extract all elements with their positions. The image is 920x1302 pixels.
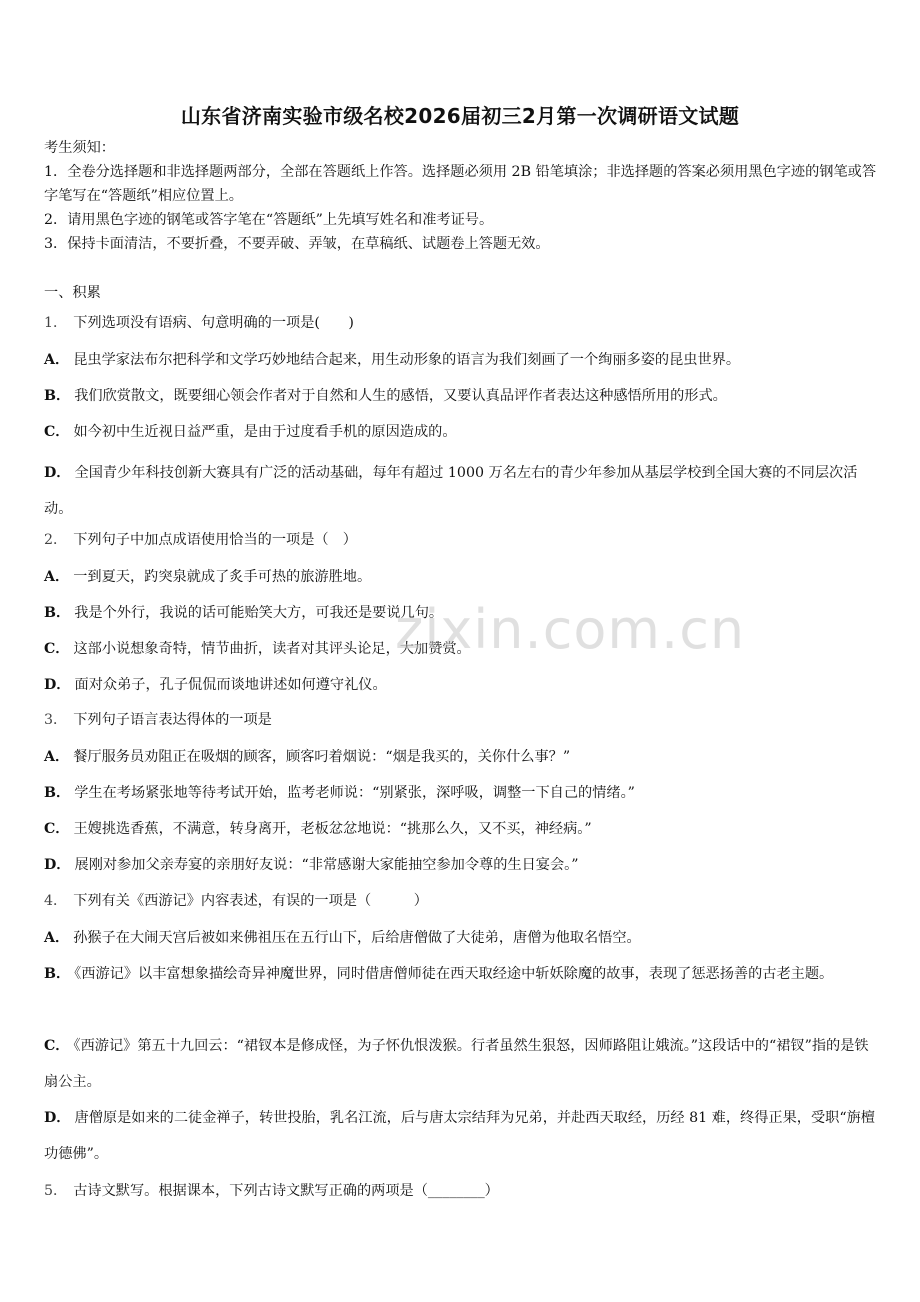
option-text: 展刚对参加父亲寿宴的亲朋好友说：“非常感谢大家能抽空参加令尊的生日宴会。” bbox=[74, 857, 579, 873]
option-text: 孙猴子在大闹天宫后被如来佛祖压在五行山下，后给唐僧做了大徒弟，唐僧为他取名悟空。 bbox=[73, 930, 641, 946]
question-stem: 下列选项没有语病、句意明确的一项是( ) bbox=[73, 315, 354, 331]
question-stem: 下列句子语言表达得体的一项是 bbox=[73, 712, 272, 728]
option-label: B． bbox=[44, 388, 71, 404]
question-number: 2． bbox=[44, 532, 68, 548]
option-text: 全国青少年科技创新大赛具有广泛的活动基础，每年有超过 1000 万名左右的青少年参加从基层学校到全国大赛的不同层次活动。 bbox=[44, 465, 858, 517]
question-stem: 下列句子中加点成语使用恰当的一项是（ ） bbox=[73, 532, 357, 548]
q1-option-a[interactable] bbox=[44, 350, 740, 370]
option-label: C． bbox=[44, 821, 70, 837]
option-text: 一到夏天，趵突泉就成了炙手可热的旅游胜地。 bbox=[73, 569, 372, 585]
question-stem: 古诗文默写。根据课本，下列古诗文默写正确的两项是（________） bbox=[73, 1183, 499, 1199]
option-text: 这部小说想象奇特，情节曲折，读者对其评头论足，大加赞赏。 bbox=[73, 641, 471, 657]
q2-option-b[interactable] bbox=[44, 603, 443, 623]
option-text: 昆虫学家法布尔把科学和文学巧妙地结合起来，用生动形象的语言为我们刻画了一个绚丽多姿的昆虫世界。 bbox=[73, 352, 741, 368]
option-text: 如今初中生近视日益严重，是由于过度看手机的原因造成的。 bbox=[73, 424, 457, 440]
question-5-stem bbox=[44, 1181, 499, 1201]
section-heading: 一、积累 bbox=[44, 285, 101, 301]
q1-option-b[interactable] bbox=[44, 386, 727, 406]
q1-option-d[interactable] bbox=[44, 455, 880, 527]
q4-option-b[interactable] bbox=[44, 956, 880, 992]
question-3-stem bbox=[44, 710, 272, 730]
q3-option-c[interactable] bbox=[44, 819, 592, 839]
option-label: A． bbox=[44, 352, 70, 368]
option-label: D． bbox=[44, 857, 71, 873]
watermark: zixin.com.cn bbox=[395, 598, 746, 661]
q4-option-a[interactable] bbox=[44, 928, 641, 948]
question-number: 4． bbox=[44, 893, 68, 909]
option-label: A． bbox=[44, 569, 70, 585]
notice-item-2: 2．请用黑色字迹的钢笔或答字笔在“答题纸”上先填写姓名和准考证号。 bbox=[44, 212, 494, 228]
option-label: A． bbox=[44, 930, 70, 946]
notice-item-3: 3．保持卡面清洁，不要折叠，不要弄破、弄皱，在草稿纸、试题卷上答题无效。 bbox=[44, 236, 550, 252]
question-1-stem bbox=[44, 313, 354, 333]
option-text: 唐僧原是如来的二徒金禅子，转世投胎，乳名江流，后与唐太宗结拜为兄弟，并赴西天取经，历经 81 难，终得正果，受职“旃檀功德佛”。 bbox=[44, 1110, 875, 1162]
question-4-stem bbox=[44, 891, 428, 911]
question-stem: 下列有关《西游记》内容表述，有误的一项是（ ） bbox=[73, 893, 428, 909]
q1-option-c[interactable] bbox=[44, 422, 457, 442]
option-label: C． bbox=[44, 641, 70, 657]
question-number: 5． bbox=[44, 1183, 68, 1199]
q3-option-d[interactable] bbox=[44, 855, 578, 875]
option-label: D． bbox=[44, 677, 71, 693]
option-text: 王嫂挑选香蕉，不满意，转身离开，老板忿忿地说：“挑那么久，又不买，神经病。” bbox=[73, 821, 592, 837]
q3-option-a[interactable] bbox=[44, 747, 570, 767]
page-title: 山东省济南实验市级名校2026届初三2月第一次调研语文试题 bbox=[180, 104, 740, 128]
option-label: B． bbox=[44, 966, 71, 982]
question-number: 3． bbox=[44, 712, 68, 728]
option-text: 面对众弟子，孔子侃侃而谈地讲述如何遵守礼仪。 bbox=[74, 677, 387, 693]
option-text: 餐厅服务员劝阻正在吸烟的顾客，顾客叼着烟说：“烟是我买的，关你什么事？” bbox=[73, 749, 571, 765]
question-number: 1． bbox=[44, 315, 68, 331]
option-label: D． bbox=[44, 465, 71, 481]
q3-option-b[interactable] bbox=[44, 783, 635, 803]
option-text: 学生在考场紧张地等待考试开始，监考老师说：“别紧张，深呼吸，调整一下自己的情绪。” bbox=[74, 785, 635, 801]
q2-option-a[interactable] bbox=[44, 567, 371, 587]
option-text: 我是个外行，我说的话可能贻笑大方，可我还是要说几句。 bbox=[74, 605, 444, 621]
option-label: B． bbox=[44, 785, 71, 801]
option-label: A． bbox=[44, 749, 70, 765]
option-text: 我们欣赏散文，既要细心领会作者对于自然和人生的感悟，又要认真品评作者表达这种感悟所用的形式。 bbox=[74, 388, 727, 404]
notice-heading: 考生须知： bbox=[44, 140, 115, 156]
option-label: D． bbox=[44, 1110, 71, 1126]
option-label: C． bbox=[44, 424, 70, 440]
option-label: B． bbox=[44, 605, 71, 621]
option-text: 《西游记》以丰富想象描绘奇异神魔世界，同时借唐僧师徒在西天取经途中斩妖除魔的故事，表现了惩恶扬善的古老主题。 bbox=[74, 966, 834, 982]
option-text: 《西游记》第五十九回云：“裙钗本是修成怪，为子怀仇恨泼猴。行者虽然生狠怒，因师路阻让娥流。”这段话中的“裙钗”指的是铁扇公主。 bbox=[44, 1038, 869, 1090]
q4-option-c[interactable] bbox=[44, 1028, 880, 1100]
q2-option-d[interactable] bbox=[44, 675, 387, 695]
notice-item-1: 1．全卷分选择题和非选择题两部分，全部在答题纸上作答。选择题必须用 2B 铅笔填涂；非选择题的答案必须用黑色字迹的钢笔或答字笔写在“答题纸”相应位置上。 bbox=[44, 164, 877, 204]
question-2-stem bbox=[44, 530, 357, 550]
q4-option-d[interactable] bbox=[44, 1100, 880, 1172]
option-label: C． bbox=[44, 1038, 70, 1054]
